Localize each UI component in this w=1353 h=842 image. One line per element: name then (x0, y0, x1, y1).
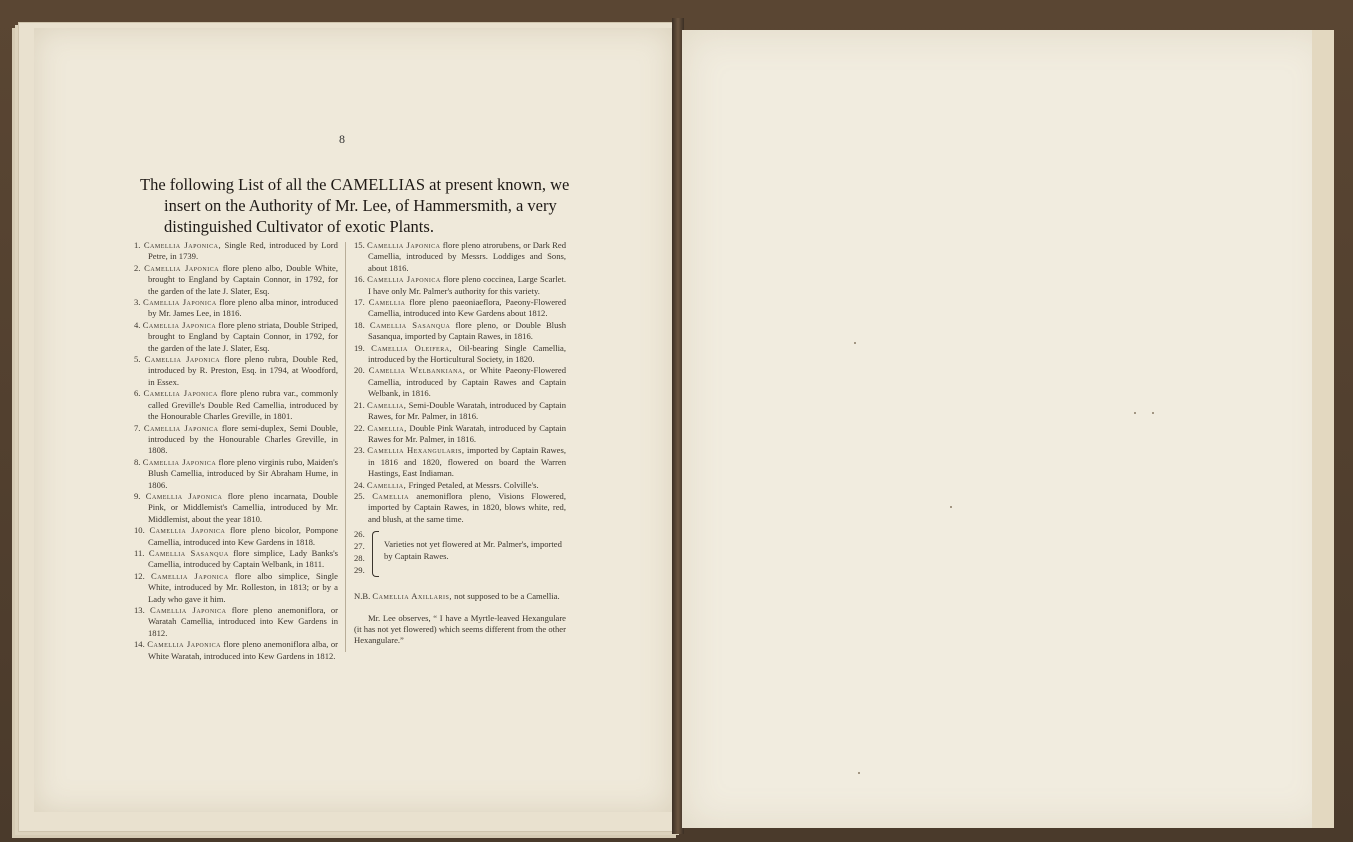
list-item: 17. Camellia flore pleno paeoniaeflora, Paeony-Flowered Camellia, introduced into Kew Gardens about 1812. (354, 297, 566, 319)
brace-group (354, 529, 566, 581)
right-column (354, 240, 566, 647)
list-item: 4. Camellia Japonica flore pleno striata, Double Striped, brought to England by Captain Connor, in 1792, for the garden of the late J. Slater, Esq. (134, 319, 339, 353)
curly-brace-icon (372, 531, 379, 577)
list-item: 23. Camellia Hexangularis, imported by Captain Rawes, in 1816 and 1820, flowered on board the Warren Hastings, East Indiaman. (354, 445, 566, 479)
list-item: 13. Camellia Japonica flore pleno anemoniflora, or Waratah Camellia, introduced into Kew Gardens in 1812. (134, 605, 338, 638)
paper-speck (858, 772, 860, 774)
list-item: 3. Camellia Japonica flore pleno alba minor, introduced by Mr. James Lee, in 1816. (134, 297, 338, 319)
list-item: 14. Camellia Japonica flore pleno anemoniflora alba, or White Waratah, introduced into Kew Gardens in 1812. (134, 639, 338, 661)
list-item: 11. Camellia Sasanqua flore simplice, Lady Banks's Camellia, introduced by Captain Welbank, in 1811. (134, 547, 338, 570)
list-item: 5. Camellia Japonica flore pleno rubra, Double Red, introduced by R. Preston, Esq. in 1794, at Woodford, in Essex. (134, 354, 338, 387)
list-item: 25. Camellia anemoniflora pleno, Visions Flowered, imported by Captain Rawes, in 1820, blows white, red, and blush, at the same time. (354, 490, 566, 524)
lee-quote: Mr. Lee observes, “ I have a Myrtle-leaved Hexangulare (it has not yet flowered) which seems different from the other Hexangulare.” (354, 612, 566, 646)
list-item: 19. Camellia Oleifera, Oil-bearing Single Camellia, introduced by the Horticultural Society, in 1820. (354, 342, 566, 365)
brace-number: 27. (354, 541, 365, 552)
right-page-edge (1312, 30, 1334, 828)
paper-speck (1152, 412, 1154, 414)
list-item: 9. Camellia Japonica flore pleno incarnata, Double Pink, or Middlemist's Camellia, introduced by Mr. Middlemist, about the year 1810. (134, 490, 338, 524)
list-item: 6. Camellia Japonica flore pleno rubra var., commonly called Greville's Double Red Camellia, introduced by the Honourable Charles Greville, in 1801. (134, 388, 338, 422)
page-heading (140, 174, 570, 237)
brace-note: Varieties not yet flowered at Mr. Palmer's, imported by Captain Rawes. (384, 539, 562, 561)
right-page (682, 30, 1332, 828)
list-item: 8. Camellia Japonica flore pleno virginis rubo, Maiden's Blush Camellia, introduced by Sir Abraham Hume, in 1806. (134, 456, 338, 490)
left-column (134, 240, 338, 662)
column-divider (345, 242, 346, 652)
nota-bene: N.B. Camellia Axillaris, not supposed to be a Camellia. (354, 591, 560, 602)
list-item: 21. Camellia, Semi-Double Waratah, introduced by Captain Rawes, for Mr. Palmer, in 1816. (354, 399, 566, 422)
paper-speck (854, 342, 856, 344)
list-item: 16. Camellia Japonica flore pleno coccinea, Large Scarlet. I have only Mr. Palmer's authority for this variety. (354, 274, 566, 296)
list-item: 18. Camellia Sasanqua flore pleno, or Double Blush Sasanqua, imported by Captain Rawes, in 1816. (354, 319, 567, 342)
list-item: 22. Camellia, Double Pink Waratah, introduced by Captain Rawes for Mr. Palmer, in 1816. (354, 422, 566, 444)
list-item: 12. Camellia Japonica flore albo simplice, Single White, introduced by Mr. Rolleston, in 1813; or by a Lady who gave it him. (134, 570, 338, 604)
list-item: 1. Camellia Japonica, Single Red, introduced by Lord Petre, in 1739. (134, 240, 338, 262)
list-item: 24. Camellia, Fringed Petaled, at Messrs. Colville's. (354, 479, 539, 490)
page-number: 8 (339, 132, 345, 146)
list-item: 15. Camellia Japonica flore pleno atrorubens, or Dark Red Camellia, introduced by Messrs. Loddiges and Sons, about 1816. (354, 240, 566, 273)
brace-number: 29. (354, 565, 365, 576)
list-item: 2. Camellia Japonica flore pleno albo, Double White, brought to England by Captain Connor, in 1792, for the garden of the late J. Slater, Esq. (134, 262, 338, 296)
list-item: 10. Camellia Japonica flore pleno bicolor, Pompone Camellia, introduced into Kew Gardens in 1818. (134, 525, 339, 547)
list-item: 20. Camellia Welbankiana, or White Paeony-Flowered Camellia, introduced by Captain Rawes and Captain Welbank, in 1816. (354, 365, 567, 399)
heading-line-2: insert on the Authority of Mr. Lee, of Hammersmith, a very (164, 196, 557, 215)
paper-speck (1134, 412, 1136, 414)
heading-line-3: distinguished Cultivator of exotic Plants. (164, 217, 434, 236)
list-item: 7. Camellia Japonica flore semi-duplex, Semi Double, introduced by the Honourable Charles Greville, in 1808. (134, 422, 338, 456)
heading-line-1: The following List of all the CAMELLIAS at present known, we (140, 175, 570, 194)
brace-number: 28. (354, 553, 365, 564)
brace-number: 26. (354, 529, 365, 540)
paper-speck (950, 506, 952, 508)
